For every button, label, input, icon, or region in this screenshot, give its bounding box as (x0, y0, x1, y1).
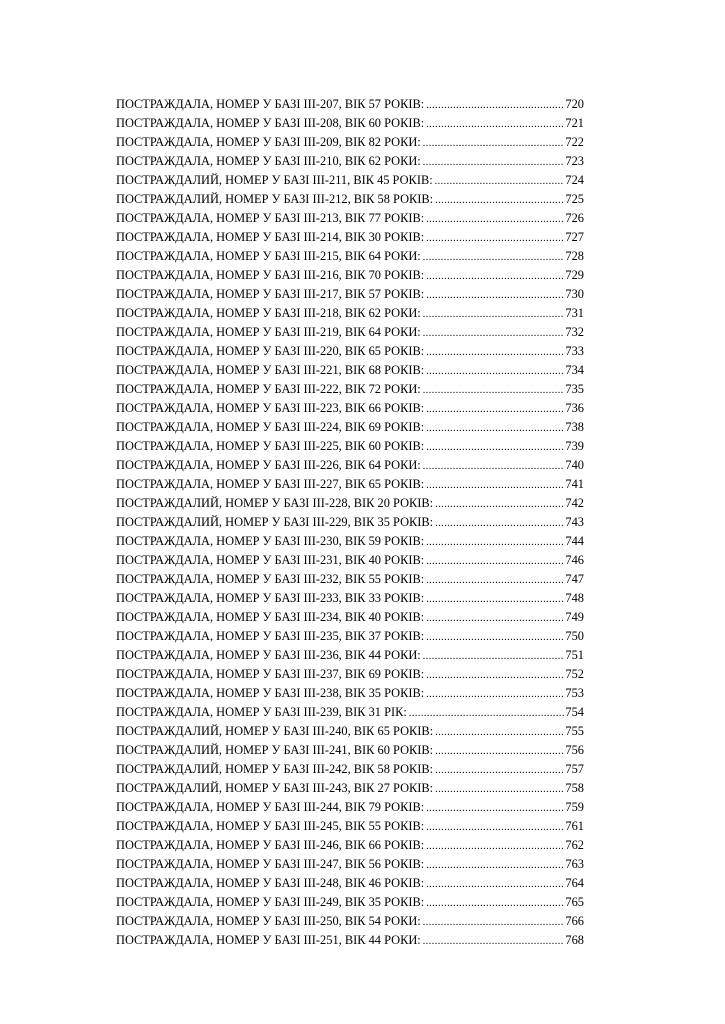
toc-page-number: 756 (565, 743, 584, 757)
toc-entry-title: ПОСТРАЖДАЛА, НОМЕР У БАЗІ ІІІ-250, ВІК 54 РОКИ: (116, 914, 421, 928)
toc-page-number: 741 (565, 477, 584, 491)
toc-entry-title: ПОСТРАЖДАЛА, НОМЕР У БАЗІ ІІІ-213, ВІК 77 РОКІВ: (116, 211, 425, 225)
toc-entry-title: ПОСТРАЖДАЛА, НОМЕР У БАЗІ ІІІ-249, ВІК 35 РОКІВ: (116, 895, 425, 909)
dot-leader (426, 286, 564, 305)
toc-page-number: 731 (565, 306, 584, 320)
toc-entry-title: ПОСТРАЖДАЛА, НОМЕР У БАЗІ ІІІ-251, ВІК 44 РОКИ: (116, 933, 421, 947)
toc-entry-title: ПОСТРАЖДАЛИЙ, НОМЕР У БАЗІ ІІІ-243, ВІК 27 РОКІВ: (116, 781, 434, 795)
toc-entry[interactable] (116, 855, 584, 874)
toc-page-number: 730 (565, 287, 584, 301)
toc-entry-title: ПОСТРАЖДАЛИЙ, НОМЕР У БАЗІ ІІІ-212, ВІК 58 РОКІВ: (116, 192, 434, 206)
toc-entry[interactable] (116, 513, 584, 532)
toc-entry-title: ПОСТРАЖДАЛА, НОМЕР У БАЗІ ІІІ-233, ВІК 33 РОКІВ: (116, 591, 425, 605)
toc-entry-title: ПОСТРАЖДАЛИЙ, НОМЕР У БАЗІ ІІІ-228, ВІК 20 РОКІВ: (116, 496, 434, 510)
toc-entry-title: ПОСТРАЖДАЛА, НОМЕР У БАЗІ ІІІ-209, ВІК 82 РОКИ: (116, 135, 421, 149)
toc-entry-title: ПОСТРАЖДАЛА, НОМЕР У БАЗІ ІІІ-223, ВІК 66 РОКІВ: (116, 401, 425, 415)
dot-leader (426, 533, 564, 552)
dot-leader (426, 799, 564, 818)
toc-page-number: 743 (565, 515, 584, 529)
toc-entry-title: ПОСТРАЖДАЛА, НОМЕР У БАЗІ ІІІ-227, ВІК 65 РОКІВ: (116, 477, 425, 491)
dot-leader (423, 457, 565, 476)
toc-entry[interactable] (116, 285, 584, 304)
dot-leader (409, 704, 565, 723)
toc-page-number: 721 (565, 116, 584, 130)
toc-page-number: 742 (565, 496, 584, 510)
dot-leader (426, 419, 564, 438)
toc-entry[interactable] (116, 304, 584, 323)
toc-entry[interactable] (116, 323, 584, 342)
toc-entry[interactable] (116, 152, 584, 171)
toc-entry[interactable] (116, 190, 584, 209)
dot-leader (426, 571, 564, 590)
toc-page-number: 738 (565, 420, 584, 434)
toc-entry[interactable] (116, 247, 584, 266)
toc-page-number: 749 (565, 610, 584, 624)
toc-entry-title: ПОСТРАЖДАЛИЙ, НОМЕР У БАЗІ ІІІ-211, ВІК 45 РОКІВ: (116, 173, 433, 187)
toc-entry[interactable] (116, 703, 584, 722)
toc-entry[interactable] (116, 646, 584, 665)
toc-entry-title: ПОСТРАЖДАЛА, НОМЕР У БАЗІ ІІІ-207, ВІК 57 РОКІВ: (116, 97, 425, 111)
dot-leader (426, 115, 564, 134)
toc-page-number: 720 (565, 97, 584, 111)
dot-leader (435, 172, 565, 191)
toc-page-number: 722 (565, 135, 584, 149)
toc-page-number: 751 (565, 648, 584, 662)
toc-entry[interactable] (116, 494, 584, 513)
toc-entry[interactable] (116, 722, 584, 741)
toc-entry[interactable] (116, 627, 584, 646)
toc-entry[interactable] (116, 741, 584, 760)
toc-page-number: 723 (565, 154, 584, 168)
toc-entry-title: ПОСТРАЖДАЛА, НОМЕР У БАЗІ ІІІ-222, ВІК 72 РОКИ: (116, 382, 421, 396)
dot-leader (426, 400, 564, 419)
toc-entry[interactable] (116, 760, 584, 779)
toc-entry-title: ПОСТРАЖДАЛА, НОМЕР У БАЗІ ІІІ-216, ВІК 70 РОКІВ: (116, 268, 425, 282)
toc-entry-title: ПОСТРАЖДАЛА, НОМЕР У БАЗІ ІІІ-247, ВІК 56 РОКІВ: (116, 857, 425, 871)
toc-entry-title: ПОСТРАЖДАЛА, НОМЕР У БАЗІ ІІІ-232, ВІК 55 РОКІВ: (116, 572, 425, 586)
toc-page-number: 759 (565, 800, 584, 814)
dot-leader (426, 590, 564, 609)
toc-entry[interactable] (116, 779, 584, 798)
dot-leader (423, 381, 565, 400)
toc-entry[interactable] (116, 589, 584, 608)
toc-entry-title: ПОСТРАЖДАЛА, НОМЕР У БАЗІ ІІІ-208, ВІК 60 РОКІВ: (116, 116, 425, 130)
dot-leader (426, 96, 564, 115)
toc-page-number: 762 (565, 838, 584, 852)
toc-page-number: 744 (565, 534, 584, 548)
toc-page-number: 757 (565, 762, 584, 776)
toc-entry-title: ПОСТРАЖДАЛА, НОМЕР У БАЗІ ІІІ-219, ВІК 64 РОКИ: (116, 325, 421, 339)
dot-leader (426, 875, 564, 894)
toc-entry-title: ПОСТРАЖДАЛА, НОМЕР У БАЗІ ІІІ-224, ВІК 69 РОКІВ: (116, 420, 425, 434)
toc-page-number: 768 (565, 933, 584, 947)
dot-leader (423, 134, 565, 153)
toc-entry-title: ПОСТРАЖДАЛИЙ, НОМЕР У БАЗІ ІІІ-242, ВІК 58 РОКІВ: (116, 762, 434, 776)
toc-entry[interactable] (116, 893, 584, 912)
toc-entry[interactable] (116, 475, 584, 494)
toc-entry[interactable] (116, 228, 584, 247)
toc-entry[interactable] (116, 532, 584, 551)
dot-leader (426, 362, 564, 381)
toc-entry-title: ПОСТРАЖДАЛА, НОМЕР У БАЗІ ІІІ-230, ВІК 59 РОКІВ: (116, 534, 425, 548)
toc-page-number: 734 (565, 363, 584, 377)
toc-page-number: 754 (565, 705, 584, 719)
toc-entry[interactable] (116, 418, 584, 437)
toc-entry[interactable] (116, 551, 584, 570)
toc-entry-title: ПОСТРАЖДАЛА, НОМЕР У БАЗІ ІІІ-226, ВІК 64 РОКИ: (116, 458, 421, 472)
dot-leader (426, 685, 564, 704)
toc-page-number: 761 (565, 819, 584, 833)
toc-entry[interactable] (116, 361, 584, 380)
toc-page-number: 764 (565, 876, 584, 890)
toc-page-number: 726 (565, 211, 584, 225)
toc-entry[interactable] (116, 608, 584, 627)
toc-page-number: 746 (565, 553, 584, 567)
toc-entry-title: ПОСТРАЖДАЛА, НОМЕР У БАЗІ ІІІ-245, ВІК 55 РОКІВ: (116, 819, 425, 833)
toc-entry[interactable] (116, 570, 584, 589)
toc-entry[interactable] (116, 266, 584, 285)
toc-entry-title: ПОСТРАЖДАЛА, НОМЕР У БАЗІ ІІІ-217, ВІК 57 РОКІВ: (116, 287, 425, 301)
dot-leader (426, 552, 564, 571)
dot-leader (426, 438, 564, 457)
toc-entry-title: ПОСТРАЖДАЛА, НОМЕР У БАЗІ ІІІ-220, ВІК 65 РОКІВ: (116, 344, 425, 358)
toc-page-number: 766 (565, 914, 584, 928)
toc-page-number: 755 (565, 724, 584, 738)
dot-leader (426, 837, 564, 856)
toc-entry[interactable] (116, 133, 584, 152)
toc-page-number: 740 (565, 458, 584, 472)
dot-leader (426, 609, 564, 628)
dot-leader (426, 818, 564, 837)
toc-page-number: 758 (565, 781, 584, 795)
toc-page-number: 752 (565, 667, 584, 681)
dot-leader (423, 324, 565, 343)
dot-leader (426, 666, 564, 685)
toc-entry[interactable] (116, 817, 584, 836)
toc-page-number: 748 (565, 591, 584, 605)
toc-page-number: 765 (565, 895, 584, 909)
toc-page-number: 747 (565, 572, 584, 586)
toc-page-number: 739 (565, 439, 584, 453)
dot-leader (423, 647, 565, 666)
toc-entry[interactable] (116, 456, 584, 475)
toc-page-number: 727 (565, 230, 584, 244)
toc-entry-title: ПОСТРАЖДАЛИЙ, НОМЕР У БАЗІ ІІІ-241, ВІК 60 РОКІВ: (116, 743, 434, 757)
dot-leader (426, 267, 564, 286)
dot-leader (426, 229, 564, 248)
toc-page-number: 753 (565, 686, 584, 700)
toc-entry-title: ПОСТРАЖДАЛА, НОМЕР У БАЗІ ІІІ-231, ВІК 40 РОКІВ: (116, 553, 425, 567)
toc-entry-title: ПОСТРАЖДАЛА, НОМЕР У БАЗІ ІІІ-244, ВІК 79 РОКІВ: (116, 800, 425, 814)
dot-leader (435, 723, 564, 742)
dot-leader (423, 248, 565, 267)
toc-entry[interactable] (116, 95, 584, 114)
toc-entry[interactable] (116, 437, 584, 456)
toc-entry-title: ПОСТРАЖДАЛА, НОМЕР У БАЗІ ІІІ-246, ВІК 66 РОКІВ: (116, 838, 425, 852)
toc-page-number: 732 (565, 325, 584, 339)
toc-entry-title: ПОСТРАЖДАЛА, НОМЕР У БАЗІ ІІІ-239, ВІК 31 РІК: (116, 705, 407, 719)
toc-entry[interactable] (116, 380, 584, 399)
dot-leader (426, 894, 564, 913)
dot-leader (435, 191, 564, 210)
toc-entry[interactable] (116, 912, 584, 931)
toc-entry-title: ПОСТРАЖДАЛА, НОМЕР У БАЗІ ІІІ-234, ВІК 40 РОКІВ: (116, 610, 425, 624)
toc-page-number: 736 (565, 401, 584, 415)
dot-leader (423, 305, 565, 324)
toc-entry[interactable] (116, 665, 584, 684)
dot-leader (426, 210, 564, 229)
toc-entry-title: ПОСТРАЖДАЛА, НОМЕР У БАЗІ ІІІ-236, ВІК 44 РОКИ: (116, 648, 421, 662)
dot-leader (435, 495, 564, 514)
dot-leader (426, 476, 564, 495)
dot-leader (435, 761, 564, 780)
toc-entry-title: ПОСТРАЖДАЛА, НОМЕР У БАЗІ ІІІ-248, ВІК 46 РОКІВ: (116, 876, 425, 890)
toc-entry-title: ПОСТРАЖДАЛА, НОМЕР У БАЗІ ІІІ-237, ВІК 69 РОКІВ: (116, 667, 425, 681)
toc-page-number: 733 (565, 344, 584, 358)
toc-page-number: 750 (565, 629, 584, 643)
toc-entry-title: ПОСТРАЖДАЛА, НОМЕР У БАЗІ ІІІ-210, ВІК 62 РОКИ: (116, 154, 421, 168)
toc-entry[interactable] (116, 874, 584, 893)
toc-entry[interactable] (116, 836, 584, 855)
toc-entry[interactable] (116, 209, 584, 228)
toc-page-number: 728 (565, 249, 584, 263)
dot-leader (423, 153, 565, 172)
dot-leader (435, 742, 564, 761)
dot-leader (435, 514, 564, 533)
toc-entry-title: ПОСТРАЖДАЛА, НОМЕР У БАЗІ ІІІ-221, ВІК 68 РОКІВ: (116, 363, 425, 377)
toc-entry-title: ПОСТРАЖДАЛИЙ, НОМЕР У БАЗІ ІІІ-240, ВІК 65 РОКІВ: (116, 724, 434, 738)
dot-leader (426, 856, 564, 875)
toc-entry[interactable] (116, 171, 584, 190)
toc-entry[interactable] (116, 798, 584, 817)
dot-leader (426, 628, 564, 647)
toc-entry-title: ПОСТРАЖДАЛА, НОМЕР У БАЗІ ІІІ-214, ВІК 30 РОКІВ: (116, 230, 425, 244)
toc-page-number: 735 (565, 382, 584, 396)
toc-page-number: 725 (565, 192, 584, 206)
dot-leader (435, 780, 564, 799)
toc-entry[interactable] (116, 684, 584, 703)
toc-entry[interactable] (116, 342, 584, 361)
toc-entry-title: ПОСТРАЖДАЛИЙ, НОМЕР У БАЗІ ІІІ-229, ВІК 35 РОКІВ: (116, 515, 434, 529)
dot-leader (423, 913, 565, 932)
toc-entry-title: ПОСТРАЖДАЛА, НОМЕР У БАЗІ ІІІ-215, ВІК 64 РОКИ: (116, 249, 421, 263)
dot-leader (423, 932, 565, 951)
table-of-contents (116, 95, 584, 950)
toc-entry[interactable] (116, 399, 584, 418)
toc-entry-title: ПОСТРАЖДАЛА, НОМЕР У БАЗІ ІІІ-235, ВІК 37 РОКІВ: (116, 629, 425, 643)
toc-entry-title: ПОСТРАЖДАЛА, НОМЕР У БАЗІ ІІІ-225, ВІК 60 РОКІВ: (116, 439, 425, 453)
toc-entry-title: ПОСТРАЖДАЛА, НОМЕР У БАЗІ ІІІ-218, ВІК 62 РОКИ: (116, 306, 421, 320)
toc-entry-title: ПОСТРАЖДАЛА, НОМЕР У БАЗІ ІІІ-238, ВІК 35 РОКІВ: (116, 686, 425, 700)
toc-entry[interactable] (116, 931, 584, 950)
toc-page-number: 763 (565, 857, 584, 871)
toc-entry[interactable] (116, 114, 584, 133)
dot-leader (426, 343, 564, 362)
toc-page-number: 724 (565, 173, 584, 187)
toc-page-number: 729 (565, 268, 584, 282)
